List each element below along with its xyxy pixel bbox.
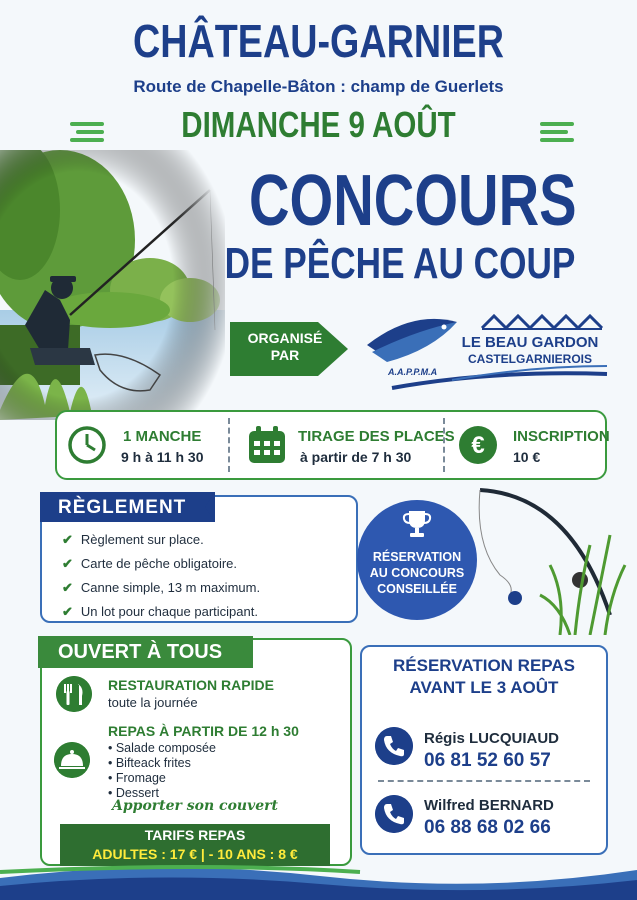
organiser-label-line-2: PAR: [270, 347, 300, 363]
reglement-title: RÈGLEMENT: [58, 497, 187, 518]
menu-item: • Salade composée: [108, 741, 216, 755]
contact-separator: [378, 780, 590, 782]
repas-title: REPAS À PARTIR DE 12 h 30: [108, 723, 299, 739]
info-separator: [443, 418, 445, 472]
cloche-icon: [54, 742, 90, 778]
menu-item: • Fromage: [108, 771, 166, 785]
check-icon: ✔: [62, 604, 73, 619]
contact-name: Wilfred BERNARD: [424, 797, 554, 814]
euro-icon: [458, 425, 498, 465]
event-date: DIMANCHE 9 AOÛT: [181, 104, 456, 145]
restauration-subtitle: toute la journée: [108, 695, 198, 710]
right-dash-decoration: [540, 118, 574, 146]
trophy-icon: [401, 508, 433, 540]
rule-item: [62, 604, 258, 620]
headline-peche: DE PÊCHE AU COUP: [224, 239, 576, 288]
clock-icon: [67, 425, 107, 465]
rule-item: [62, 580, 260, 596]
contact-phone[interactable]: 06 88 68 02 66: [424, 817, 551, 838]
info-separator: [228, 418, 230, 472]
repas-reservation-title-line-2: AVANT LE 3 AOÛT: [409, 678, 559, 697]
manche-title: 1 MANCHE: [123, 428, 202, 445]
fisherman-illustration: [0, 150, 225, 420]
organiser-label: [240, 330, 330, 364]
reservation-line-3: CONSEILLÉE: [377, 582, 457, 596]
rule-text: Carte de pêche obligatoire.: [80, 556, 238, 571]
phone-icon: [375, 795, 413, 833]
svg-text:€: €: [471, 432, 485, 459]
club-logo-acronym: A.A.P.P.M.A: [388, 367, 438, 377]
ouvert-title: OUVERT À TOUS: [58, 641, 223, 663]
manche-time: 9 h à 11 h 30: [121, 449, 204, 465]
page-title: CHÂTEAU-GARNIER: [133, 15, 504, 67]
repas-reservation-title: [360, 655, 608, 699]
cutlery-icon: [56, 676, 92, 712]
tirage-title: TIRAGE DES PLACES: [298, 428, 455, 445]
reservation-line-1: RÉSERVATION: [372, 550, 462, 564]
info-bar: [55, 410, 607, 480]
club-logo-subtitle: CASTELGARNIEROIS: [467, 352, 592, 366]
menu-item: • Dessert: [108, 786, 159, 800]
rule-text: Règlement sur place.: [80, 532, 204, 547]
rule-item: [62, 556, 237, 572]
contact-phone[interactable]: 06 81 52 60 57: [424, 750, 551, 771]
restauration-title: RESTAURATION RAPIDE: [108, 677, 274, 693]
repas-reservation-title-line-1: RÉSERVATION REPAS: [393, 656, 575, 675]
check-icon: ✔: [62, 580, 73, 595]
reservation-line-2: AU CONCOURS: [369, 566, 465, 580]
check-icon: ✔: [62, 556, 73, 571]
phone-icon: [375, 727, 413, 765]
check-icon: ✔: [62, 532, 73, 547]
tirage-time: à partir de 7 h 30: [300, 449, 412, 465]
fishing-rod-illustration: [470, 485, 630, 635]
organiser-label-line-1: ORGANISÉ: [247, 330, 323, 346]
tarifs-prices: ADULTES : 17 € | - 10 ANS : 8 €: [92, 846, 298, 862]
rule-item: [62, 532, 204, 548]
contact-name: Régis LUCQUIAUD: [424, 730, 560, 747]
reservation-concours-text: [357, 549, 477, 597]
inscription-price: 10 €: [513, 449, 541, 465]
bottom-waves-decoration: [0, 858, 637, 900]
calendar-icon: [246, 424, 288, 466]
location-route: Route de Chapelle-Bâton : champ de Guerlets: [133, 77, 504, 96]
rule-text: Un lot pour chaque participant.: [80, 604, 258, 619]
club-logo-name: LE BEAU GARDON: [461, 334, 599, 351]
inscription-title: INSCRIPTION: [513, 428, 610, 445]
headline-concours: CONCOURS: [249, 161, 577, 241]
apporter-couvert-note: Apporter son couvert: [112, 798, 278, 814]
rule-text: Canne simple, 13 m maximum.: [80, 580, 261, 595]
menu-item: • Bifteack frites: [108, 756, 191, 770]
tarifs-title: TARIFS REPAS: [144, 827, 246, 843]
